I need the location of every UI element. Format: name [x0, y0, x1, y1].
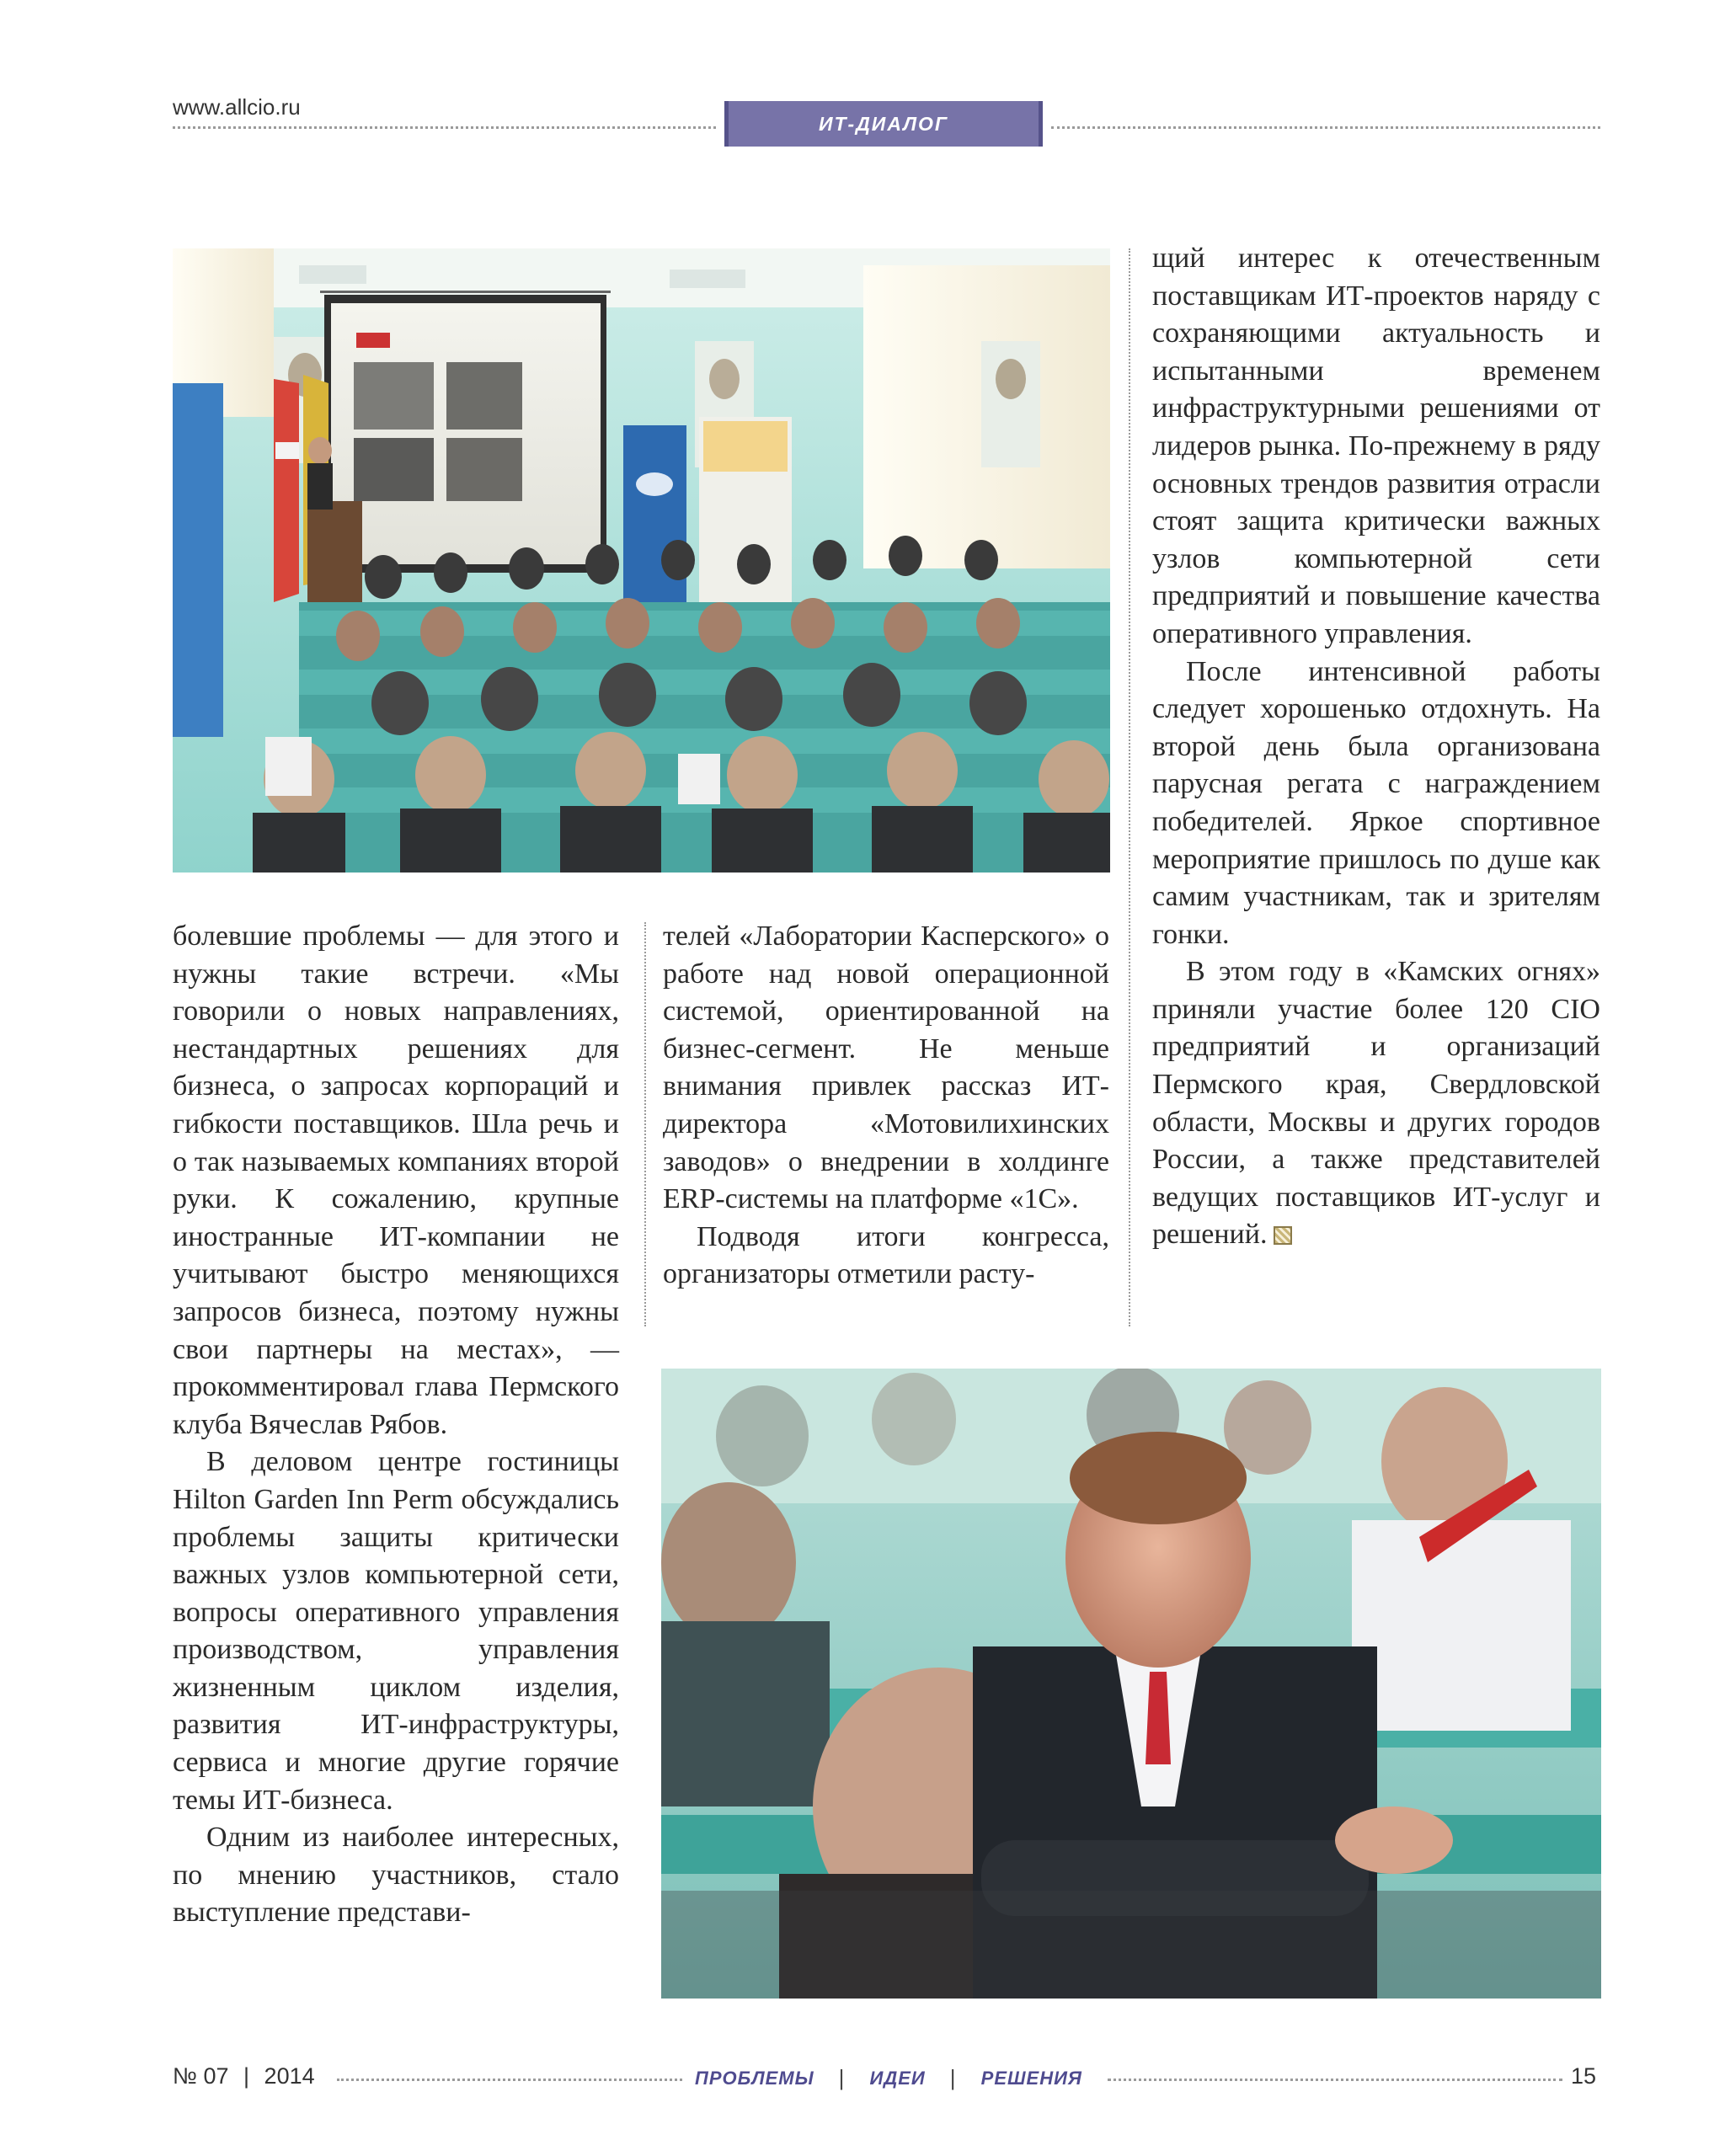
- text-column-middle: [663, 918, 1109, 1294]
- column-divider: [644, 922, 646, 1326]
- paragraph: телей «Лаборатории Касперского» о работе над новой операционной системой, ориентированной на бизнес-сегмент. Не меньше внимания привлек рассказ ИТ-директора «Мотовилихинских заводов» о внедрении в холдинге ERP-системы на платформе «1С».: [663, 921, 1109, 1215]
- paragraph: Подводя итоги конгресса, организаторы отметили расту-: [663, 1220, 1109, 1290]
- paragraph: В этом году в «Камских огнях» приняли участие более 120 CIO предприятий и организаций Пермского края, Свердловской области, Москвы и других городов России, а также представителей ведущих поставщиков ИТ-услуг и решений.: [1152, 956, 1600, 1251]
- end-of-article-icon: [1274, 1226, 1292, 1245]
- paragraph: щий интерес к отечественным поставщикам ИТ-проектов наряду с сохраняющими актуальность и испытанными временем инфраструктурными решениями от лидеров рынка. По-прежнему в ряду основных трендов развития отрасли стоят защита критически важных узлов компьютерной сети предприятий и повышение качества оперативного управления.: [1152, 243, 1600, 649]
- site-url: www.allcio.ru: [173, 94, 301, 120]
- issue-year: 2014: [264, 2063, 315, 2089]
- footer-tagline: [695, 2065, 1082, 2091]
- paragraph: В деловом центре гостиницы Hilton Garden Inn Perm обсуждались проблемы защиты критически важных узлов компьютерной сети, вопросы оперативного управления производством, управления жизненным циклом изделия, развития ИТ-инфраструктуры, сервиса и многие другие горячие темы ИТ-бизнеса.: [173, 1446, 619, 1816]
- section-label: ИТ-ДИАЛОГ: [724, 101, 1043, 147]
- issue-label: № 07: [173, 2063, 229, 2089]
- header-rule-right: [1051, 126, 1600, 129]
- paragraph: болевшие проблемы — для этого и нужны такие встречи. «Мы говорили о новых направлениях, нестандартных решениях для бизнеса, о запросах корпораций и гибкости поставщиков. Шла речь и о так называемых компаниях второй руки. К сожалению, крупные иностранные ИТ-компании не учитывают быстро меняющихся запросов бизнеса, поэтому нужны свои партнеры на местах», — прокомментировал глава Пермского клуба Вячеслав Рябов.: [173, 921, 619, 1440]
- column-divider: [1129, 248, 1130, 1326]
- attendees-photo: [661, 1369, 1601, 1999]
- footer-rule-right: [1108, 2079, 1562, 2081]
- footer-rule-left: [337, 2079, 682, 2081]
- text-column-left: [173, 918, 619, 1932]
- tagline-problems: ПРОБЛЕМЫ: [695, 2067, 814, 2089]
- tagline-separator: |: [949, 2065, 957, 2090]
- conference-hall-photo: [173, 248, 1110, 873]
- paragraph: После интенсивной работы следует хорошенько отдохнуть. На второй день была организована парусная регата с награждением победителей. Яркое спортивное мероприятие пришлось по душе как самим участникам, так и зрителям гонки.: [1152, 655, 1600, 950]
- tagline-separator: |: [838, 2065, 846, 2090]
- page-number: 15: [1571, 2063, 1597, 2089]
- text-column-right: [1152, 240, 1600, 1254]
- issue-number: [173, 2063, 315, 2089]
- tagline-ideas: ИДЕИ: [869, 2067, 926, 2089]
- tagline-solutions: РЕШЕНИЯ: [980, 2067, 1082, 2089]
- header-rule-left: [173, 126, 716, 129]
- footer-separator: |: [243, 2063, 250, 2089]
- paragraph: Одним из наиболее интересных, по мнению участников, стало выступление представи-: [173, 1822, 619, 1929]
